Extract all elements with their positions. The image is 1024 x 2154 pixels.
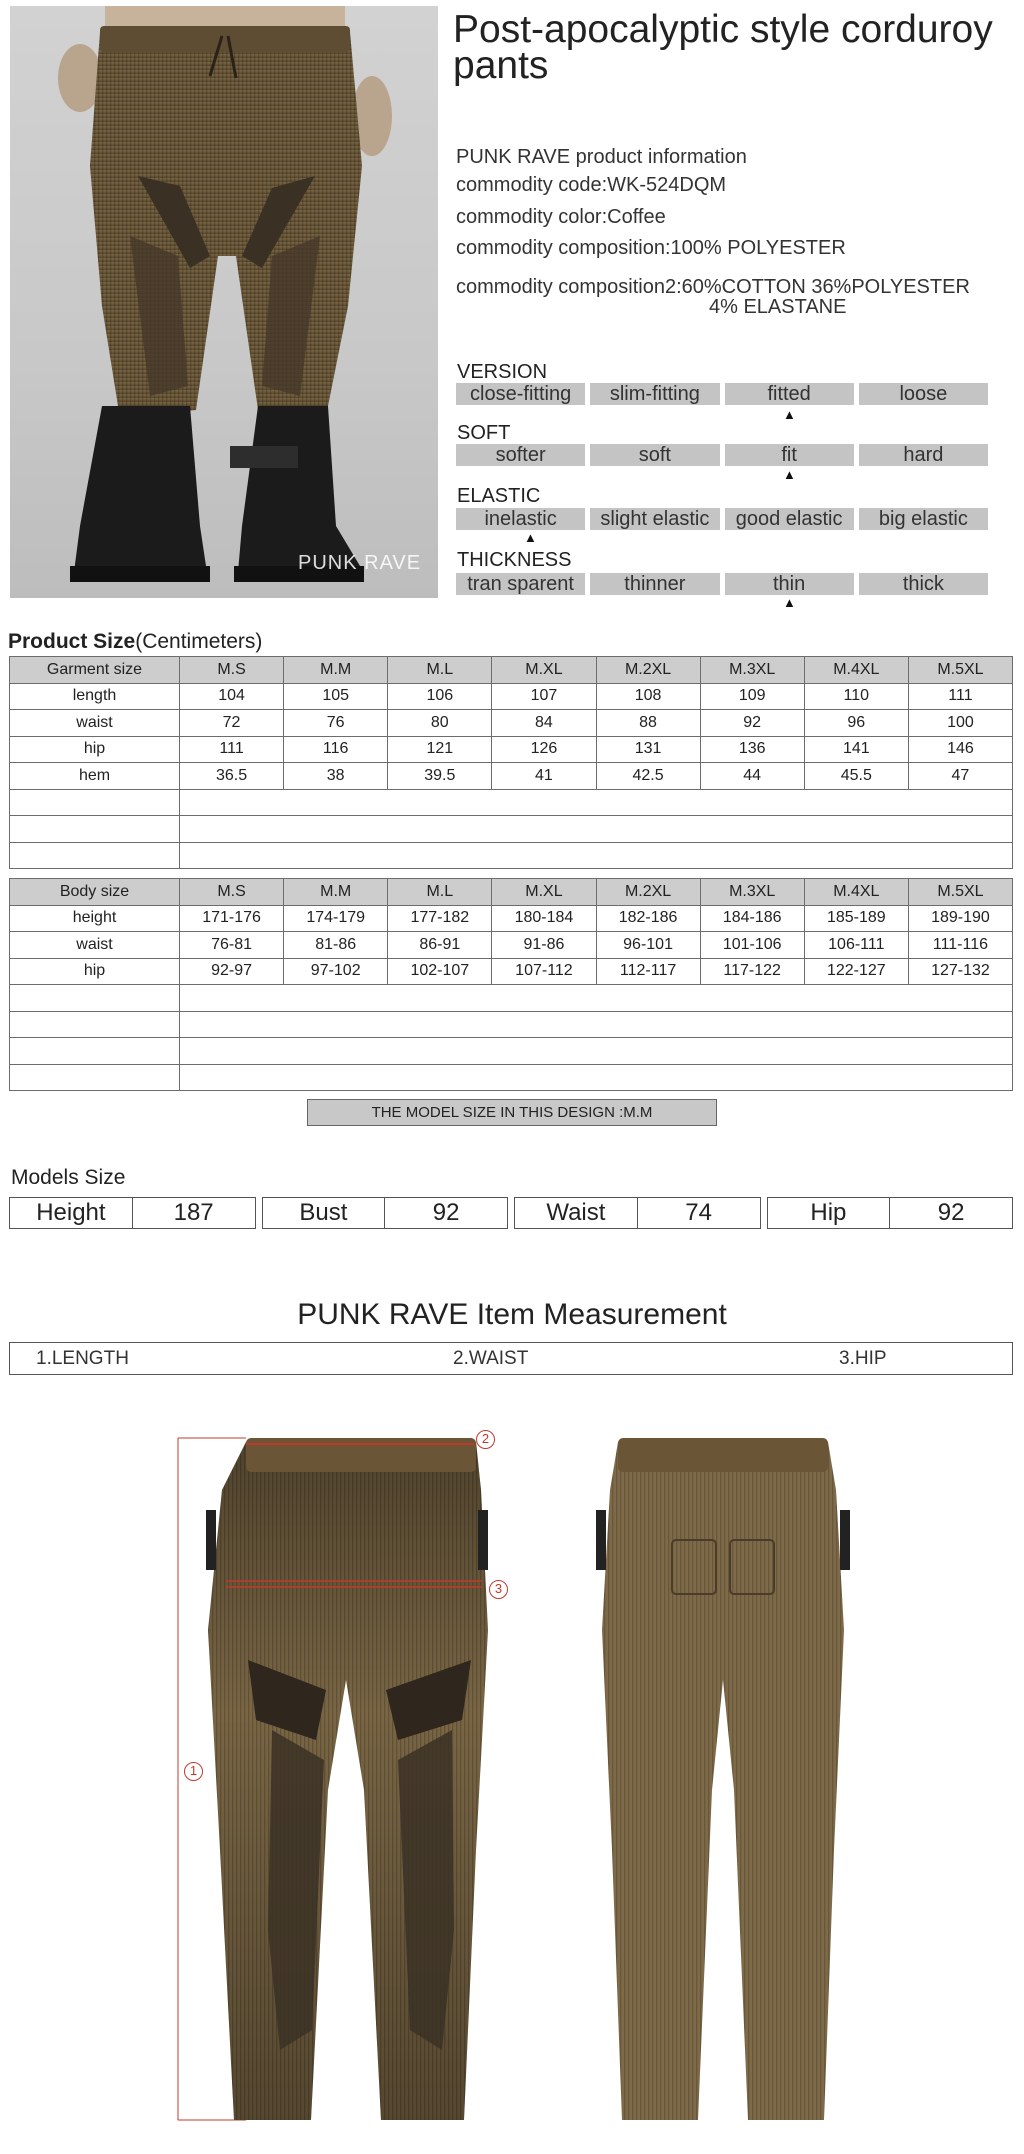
table-cell: 146 xyxy=(908,736,1012,763)
table-cell: 86-91 xyxy=(388,932,492,959)
table-cell: 185-189 xyxy=(804,905,908,932)
model-measure-value: 92 xyxy=(937,1199,965,1226)
selection-marker-icon: ▲ xyxy=(783,407,796,422)
table-header-label: Garment size xyxy=(10,657,180,684)
models-size-title: Models Size xyxy=(11,1166,126,1189)
size-header: M.3XL xyxy=(700,879,804,906)
size-header: M.2XL xyxy=(596,879,700,906)
product-photo xyxy=(10,6,438,598)
attr-row-thickness xyxy=(456,573,988,595)
empty-cell xyxy=(10,789,180,816)
attr-option: tran sparent xyxy=(456,573,585,595)
empty-cell xyxy=(180,1011,1013,1038)
page-title: Post-apocalyptic style corduroy pants xyxy=(453,8,993,87)
code-label: commodity code: xyxy=(456,174,608,196)
model-measure-value: 92 xyxy=(432,1199,460,1226)
empty-cell xyxy=(180,1038,1013,1065)
table-cell: 126 xyxy=(492,736,596,763)
table-cell: 189-190 xyxy=(908,905,1012,932)
legend-hip: 3.HIP xyxy=(839,1348,887,1369)
marker-hip: 3 xyxy=(489,1580,508,1599)
table-cell: 177-182 xyxy=(388,905,492,932)
legend-length: 1.LENGTH xyxy=(36,1348,129,1369)
model-size-note: THE MODEL SIZE IN THIS DESIGN :M.M xyxy=(307,1099,717,1126)
table-row-empty xyxy=(10,1011,1013,1038)
measurement-title: PUNK RAVE Item Measurement xyxy=(297,1298,727,1331)
empty-cell xyxy=(180,985,1013,1012)
model-measure-label: Bust xyxy=(263,1198,386,1228)
table-cell: 101-106 xyxy=(700,932,804,959)
attr-row-soft xyxy=(456,444,988,466)
table-cell: 171-176 xyxy=(180,905,284,932)
size-header: M.4XL xyxy=(804,657,908,684)
table-cell: 122-127 xyxy=(804,958,908,985)
attr-row-version xyxy=(456,383,988,405)
table-cell: 81-86 xyxy=(284,932,388,959)
attr-option: slim-fitting xyxy=(590,383,719,405)
table-cell: 111 xyxy=(180,736,284,763)
size-header: M.XL xyxy=(492,657,596,684)
attr-option: soft xyxy=(590,444,719,466)
color-label: commodity color: xyxy=(456,206,608,228)
empty-cell xyxy=(180,842,1013,869)
table-cell: 39.5 xyxy=(388,763,492,790)
composition2-value-line2: 4% ELASTANE xyxy=(709,296,847,318)
table-cell: 127-132 xyxy=(908,958,1012,985)
attr-option-selected: inelastic xyxy=(456,508,585,530)
commodity-composition xyxy=(456,237,846,260)
back-pants-illustration xyxy=(588,1430,858,2130)
color-value: Coffee xyxy=(607,206,666,228)
attr-heading-version: VERSION xyxy=(457,361,548,383)
attr-option: slight elastic xyxy=(590,508,719,530)
model-measure-hip xyxy=(767,1197,1014,1229)
table-cell: 110 xyxy=(804,683,908,710)
table-cell: 44 xyxy=(700,763,804,790)
table-cell: 72 xyxy=(180,710,284,737)
table-cell: 102-107 xyxy=(388,958,492,985)
table-cell: 105 xyxy=(284,683,388,710)
empty-cell xyxy=(180,1064,1013,1091)
attr-option: close-fitting xyxy=(456,383,585,405)
table-row-empty xyxy=(10,816,1013,843)
table-cell: 88 xyxy=(596,710,700,737)
table-row-empty xyxy=(10,1038,1013,1065)
model-measure-label: Height xyxy=(10,1198,133,1228)
table-row-empty xyxy=(10,789,1013,816)
table-cell: 106-111 xyxy=(804,932,908,959)
attr-option: thick xyxy=(859,573,988,595)
table-cell: 111 xyxy=(908,683,1012,710)
table-cell: 111-116 xyxy=(908,932,1012,959)
table-header-label: Body size xyxy=(10,879,180,906)
size-header: M.S xyxy=(180,879,284,906)
table-row xyxy=(10,736,1013,763)
front-pants-illustration xyxy=(176,1430,516,2130)
model-measure-label: Waist xyxy=(515,1198,638,1228)
model-measure-bust xyxy=(262,1197,509,1229)
product-size-table xyxy=(9,656,1013,869)
back-pants-icon xyxy=(588,1430,858,2130)
attr-option: hard xyxy=(859,444,988,466)
body-size-table xyxy=(9,878,1013,1091)
empty-cell xyxy=(180,816,1013,843)
selection-marker-icon: ▲ xyxy=(783,595,796,610)
table-row-empty xyxy=(10,842,1013,869)
attr-option: softer xyxy=(456,444,585,466)
attr-option: big elastic xyxy=(859,508,988,530)
size-header: M.5XL xyxy=(908,879,1012,906)
table-header-row xyxy=(10,657,1013,684)
composition-label: commodity composition: xyxy=(456,237,671,259)
attr-heading-elastic: ELASTIC xyxy=(457,485,541,507)
empty-cell xyxy=(10,816,180,843)
table-cell: 107 xyxy=(492,683,596,710)
row-label: hem xyxy=(10,763,180,790)
legend-waist: 2.WAIST xyxy=(453,1348,529,1369)
table-row xyxy=(10,958,1013,985)
size-header: M.XL xyxy=(492,879,596,906)
table-cell: 91-86 xyxy=(492,932,596,959)
table-cell: 38 xyxy=(284,763,388,790)
table-cell: 141 xyxy=(804,736,908,763)
table-cell: 100 xyxy=(908,710,1012,737)
size-header: M.3XL xyxy=(700,657,804,684)
pants-photo-icon xyxy=(10,6,438,598)
table-cell: 97-102 xyxy=(284,958,388,985)
table-cell: 136 xyxy=(700,736,804,763)
table-row xyxy=(10,710,1013,737)
table-cell: 109 xyxy=(700,683,804,710)
table-cell: 174-179 xyxy=(284,905,388,932)
composition2-value-line1: 60%COTTON 36%POLYESTER xyxy=(681,276,970,298)
selection-marker-icon: ▲ xyxy=(783,467,796,482)
row-label: hip xyxy=(10,958,180,985)
table-cell: 84 xyxy=(492,710,596,737)
attr-option-selected: fit xyxy=(725,444,854,466)
empty-cell xyxy=(10,985,180,1012)
table-cell: 180-184 xyxy=(492,905,596,932)
models-size-row xyxy=(9,1197,1013,1229)
attr-option: good elastic xyxy=(725,508,854,530)
size-header: M.5XL xyxy=(908,657,1012,684)
size-header: M.2XL xyxy=(596,657,700,684)
table-cell: 184-186 xyxy=(700,905,804,932)
table-cell: 107-112 xyxy=(492,958,596,985)
row-label: length xyxy=(10,683,180,710)
table-cell: 106 xyxy=(388,683,492,710)
table-cell: 121 xyxy=(388,736,492,763)
marker-waist: 2 xyxy=(476,1430,495,1449)
brand-line: PUNK RAVE product information xyxy=(456,146,747,168)
attr-heading-soft: SOFT xyxy=(457,422,511,444)
table-cell: 80 xyxy=(388,710,492,737)
size-header: M.4XL xyxy=(804,879,908,906)
commodity-color xyxy=(456,206,666,229)
table-row-empty xyxy=(10,1064,1013,1091)
empty-cell xyxy=(10,1011,180,1038)
table-cell: 182-186 xyxy=(596,905,700,932)
table-cell: 45.5 xyxy=(804,763,908,790)
model-measure-label: Hip xyxy=(768,1198,891,1228)
measurement-legend xyxy=(9,1342,1013,1375)
row-label: height xyxy=(10,905,180,932)
attr-heading-thickness: THICKNESS xyxy=(457,549,572,571)
table-cell: 96 xyxy=(804,710,908,737)
table-cell: 116 xyxy=(284,736,388,763)
table-cell: 112-117 xyxy=(596,958,700,985)
table-cell: 104 xyxy=(180,683,284,710)
product-size-title-text: Product Size xyxy=(8,630,136,653)
table-cell: 42.5 xyxy=(596,763,700,790)
size-header: M.M xyxy=(284,657,388,684)
row-label: waist xyxy=(10,710,180,737)
code-value: WK-524DQM xyxy=(607,174,727,196)
table-row xyxy=(10,763,1013,790)
photo-watermark: PUNK RAVE xyxy=(298,552,422,574)
table-row xyxy=(10,683,1013,710)
empty-cell xyxy=(180,789,1013,816)
table-header-row xyxy=(10,879,1013,906)
composition-value: 100% POLYESTER xyxy=(670,237,846,259)
table-cell: 108 xyxy=(596,683,700,710)
table-cell: 92-97 xyxy=(180,958,284,985)
table-cell: 76-81 xyxy=(180,932,284,959)
attr-option: loose xyxy=(859,383,988,405)
model-measure-waist xyxy=(514,1197,761,1229)
empty-cell xyxy=(10,842,180,869)
table-row xyxy=(10,932,1013,959)
row-label: hip xyxy=(10,736,180,763)
model-measure-value: 187 xyxy=(173,1199,214,1226)
table-cell: 92 xyxy=(700,710,804,737)
attr-option: thinner xyxy=(590,573,719,595)
size-header: M.S xyxy=(180,657,284,684)
size-header: M.L xyxy=(388,657,492,684)
table-cell: 117-122 xyxy=(700,958,804,985)
table-row-empty xyxy=(10,985,1013,1012)
size-header: M.L xyxy=(388,879,492,906)
marker-length: 1 xyxy=(184,1762,203,1781)
front-pants-icon xyxy=(176,1430,516,2130)
table-cell: 36.5 xyxy=(180,763,284,790)
table-cell: 96-101 xyxy=(596,932,700,959)
empty-cell xyxy=(10,1064,180,1091)
attr-option-selected: fitted xyxy=(725,383,854,405)
attr-option-selected: thin xyxy=(725,573,854,595)
product-size-unit: (Centimeters) xyxy=(135,630,263,653)
attr-row-elastic xyxy=(456,508,988,530)
table-cell: 131 xyxy=(596,736,700,763)
model-measure-value: 74 xyxy=(685,1199,712,1226)
table-row xyxy=(10,905,1013,932)
table-cell: 41 xyxy=(492,763,596,790)
model-measure-height xyxy=(9,1197,256,1229)
row-label: waist xyxy=(10,932,180,959)
table-cell: 76 xyxy=(284,710,388,737)
size-header: M.M xyxy=(284,879,388,906)
table-cell: 47 xyxy=(908,763,1012,790)
selection-marker-icon: ▲ xyxy=(524,530,537,545)
commodity-code xyxy=(456,174,726,197)
empty-cell xyxy=(10,1038,180,1065)
composition2-label: commodity composition2: xyxy=(456,276,682,298)
product-size-title xyxy=(8,630,262,654)
